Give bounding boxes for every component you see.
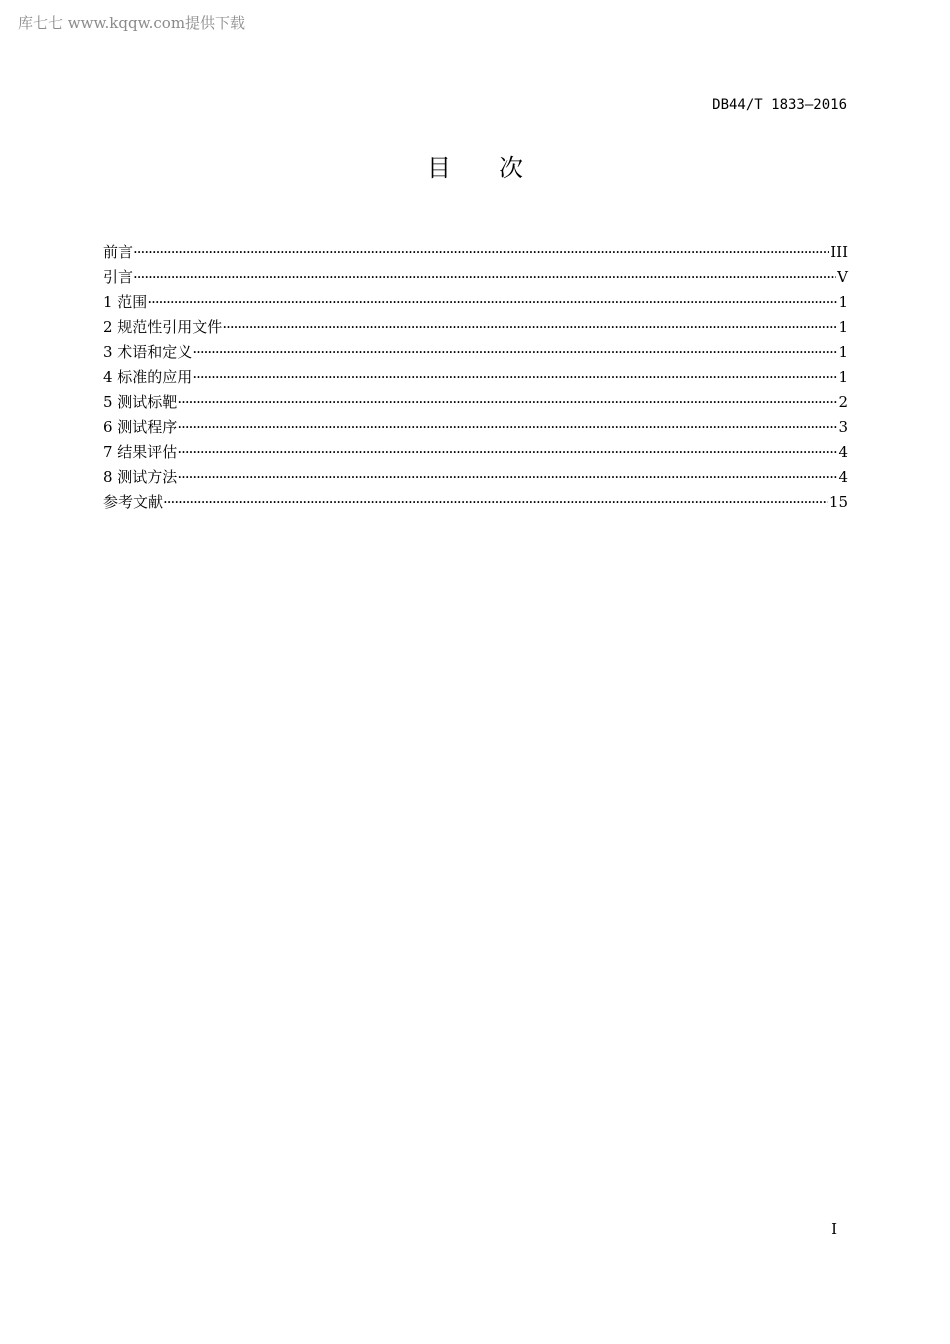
page-number: I [831, 1220, 837, 1238]
toc-dot-leader [192, 340, 837, 365]
toc-entry-page: 4 [838, 443, 848, 461]
toc-entry-label: 参考文献 [103, 493, 164, 511]
toc-dot-leader [163, 490, 828, 515]
toc-entry-preface[interactable] [103, 240, 848, 265]
toc-entry-test-procedure[interactable] [103, 415, 848, 440]
toc-entry-result-evaluation[interactable] [103, 440, 848, 465]
watermark-text: 库七七 www.kqqw.com提供下载 [18, 14, 246, 32]
toc-dot-leader [147, 290, 837, 315]
toc-dot-leader [222, 315, 837, 340]
toc-entry-page: 15 [828, 493, 848, 511]
toc-dot-leader [133, 265, 836, 290]
toc-entry-label: 7 结果评估 [103, 443, 178, 461]
toc-dot-leader [177, 440, 837, 465]
toc-entry-label: 前言 [103, 243, 134, 261]
toc-entry-page: 1 [838, 293, 848, 311]
standard-code: DB44/T 1833—2016 [712, 97, 847, 113]
toc-entry-label: 2 规范性引用文件 [103, 318, 223, 336]
toc-entry-label: 3 术语和定义 [103, 343, 193, 361]
toc-entry-page: 1 [838, 368, 848, 386]
toc-dot-leader [192, 365, 837, 390]
toc-entry-normative-references[interactable] [103, 315, 848, 340]
page-title: 目次 [427, 154, 571, 182]
toc-entry-test-method[interactable] [103, 465, 848, 490]
toc-entry-label: 6 测试程序 [103, 418, 178, 436]
table-of-contents [103, 240, 848, 515]
toc-entry-page: III [830, 243, 848, 261]
toc-entry-label: 引言 [103, 268, 134, 286]
toc-entry-label: 5 测试标靶 [103, 393, 178, 411]
toc-entry-page: 2 [838, 393, 848, 411]
toc-entry-terms-definitions[interactable] [103, 340, 848, 365]
toc-dot-leader [133, 240, 829, 265]
toc-entry-label: 8 测试方法 [103, 468, 178, 486]
toc-entry-application[interactable] [103, 365, 848, 390]
toc-entry-test-target[interactable] [103, 390, 848, 415]
toc-entry-introduction[interactable] [103, 265, 848, 290]
toc-dot-leader [177, 415, 837, 440]
toc-entry-label: 1 范围 [103, 293, 148, 311]
toc-entry-scope[interactable] [103, 290, 848, 315]
toc-entry-page: 3 [838, 418, 848, 436]
toc-dot-leader [177, 465, 837, 490]
toc-entry-page: 4 [838, 468, 848, 486]
toc-entry-label: 4 标准的应用 [103, 368, 193, 386]
toc-entry-page: 1 [838, 343, 848, 361]
toc-entry-bibliography[interactable] [103, 490, 848, 515]
toc-entry-page: 1 [838, 318, 848, 336]
toc-dot-leader [177, 390, 837, 415]
toc-entry-page: V [837, 268, 848, 286]
